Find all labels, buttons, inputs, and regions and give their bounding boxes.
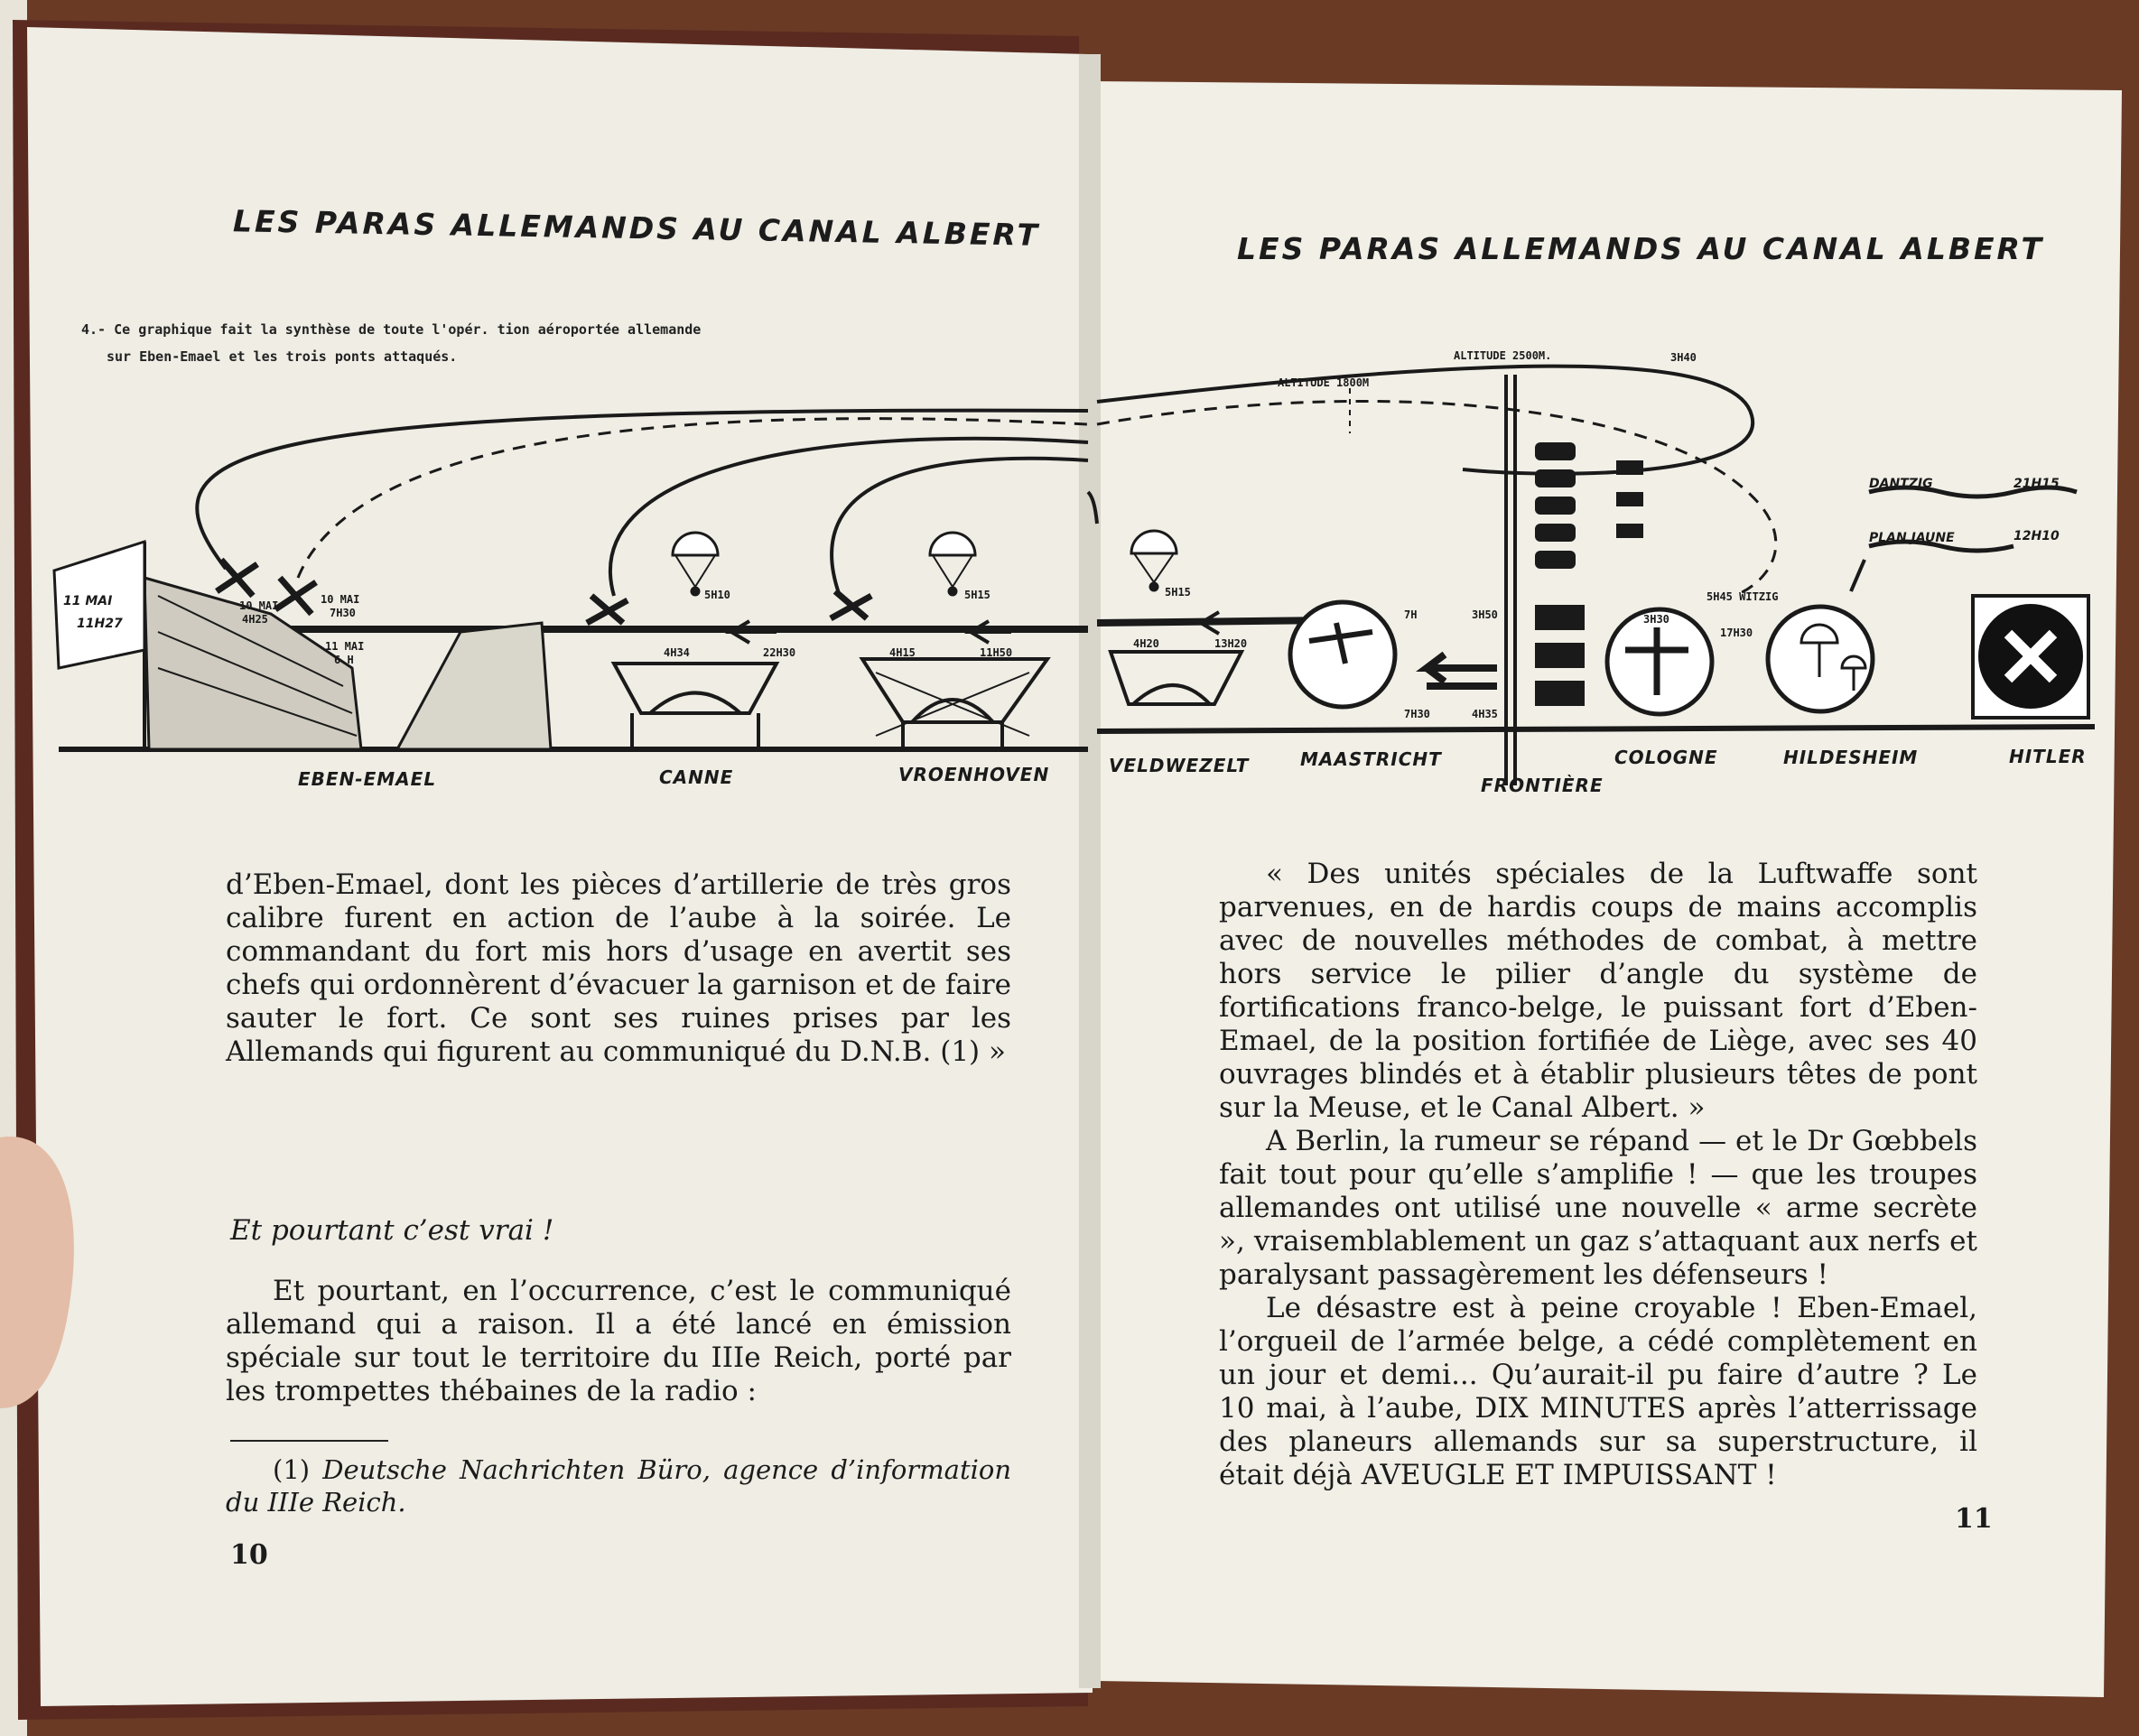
time-label: 22H30	[763, 646, 796, 659]
flag-line2: 11H27	[77, 617, 123, 631]
location-cologne: COLOGNE	[1614, 747, 1718, 768]
figure-caption-line1: 4.- Ce graphique fait la synthèse de toute l'opér. tion aéroportée allemande	[81, 321, 702, 338]
time-label: 3H30	[1643, 613, 1669, 626]
left-page-number: 10	[230, 1539, 268, 1571]
time-label: 5H10	[704, 589, 730, 601]
right-paragraph-1: « Des unités spéciales de la Luftwaffe sont parvenues, en de hardis coups de mains accomplis avec de nouvelles méthodes de combat, à mettre hors service le pilier d’angle du système de fortifications franco-belge, le puissant fort d’Eben-Emael, de la position fortifiée de Liège, avec ses 40 ouvrages blindés et à établir plusieurs têtes de pont sur la Meuse, et le Canal Albert. »	[1219, 858, 1977, 1124]
right-paragraph-3: Le désastre est à peine croyable ! Eben-Emael, l’orgueil de l’armée belge, a cédé complètement en un jour et demi... Qu’aurait-il pu faire d’autre ? Le 10 mai, à l’aube, DIX MINUTES après l’atterrissage des planeurs allemands sur sa superstructure, il était déjà AVEUGLE ET IMPUISSANT !	[1219, 1292, 1977, 1491]
footnote-marker: (1)	[273, 1454, 311, 1485]
dantzig-time: 21H15	[2013, 477, 2060, 491]
time-label: 4H15	[889, 646, 916, 659]
right-running-head: LES PARAS ALLEMANDS AU CANAL ALBERT	[1237, 231, 2044, 266]
footnote	[226, 1453, 1011, 1518]
flag-line1: 11 MAI	[63, 594, 113, 608]
dantzig-label: DANTZIG	[1869, 477, 1933, 491]
figure-caption-line2: sur Eben-Emael et les trois ponts attaqués.	[107, 348, 458, 365]
trucks	[1535, 605, 1585, 706]
time-label: 10 MAI	[239, 599, 279, 612]
location-eben-emael: EBEN-EMAEL	[298, 768, 437, 790]
location-frontiere: FRONTIÈRE	[1481, 775, 1604, 796]
time-label: 7H	[1404, 608, 1418, 621]
footnote-text: Deutsche Nachrichten Büro, agence d’information du IIIe Reich.	[226, 1454, 1012, 1518]
left-paragraph-1	[226, 868, 1011, 1069]
time-label: 5H15	[1165, 586, 1191, 599]
location-hitler: HITLER	[2009, 746, 2087, 767]
left-running-head: LES PARAS ALLEMANDS AU CANAL ALBERT	[232, 203, 1041, 253]
time-label: 6 H	[334, 654, 354, 666]
altitude-1: ALTITUDE 1800M	[1278, 376, 1370, 389]
time-label: 4H34	[664, 646, 690, 659]
right-text-block	[1219, 858, 1977, 1492]
planjaune-time: 12H10	[2013, 529, 2060, 543]
time-label: 11H50	[980, 646, 1013, 659]
time-label: 7H30	[330, 607, 356, 619]
location-vroenhoven: VROENHOVEN	[898, 764, 1050, 785]
time-label: 3H50	[1472, 608, 1498, 621]
altitude-2: ALTITUDE 2500M.	[1454, 349, 1552, 362]
location-canne: CANNE	[659, 766, 734, 788]
time-label: 10 MAI	[321, 593, 360, 606]
planjaune-label: PLAN JAUNE	[1869, 531, 1955, 545]
right-paragraph-2: A Berlin, la rumeur se répand — et le Dr Gœbbels fait tout pour qu’elle s’amplifie ! — que les troupes allemandes ont utilisé une nouvelle « arme secrète », vraisemblablement un gaz s’attaquant aux nerfs et paralysant passagèrement les défenseurs !	[1219, 1125, 1977, 1291]
location-hildesheim: HILDESHEIM	[1783, 747, 1919, 768]
location-maastricht: MAASTRICHT	[1300, 748, 1442, 770]
gutter	[1079, 54, 1101, 1688]
footnote-rule	[230, 1440, 388, 1442]
time-label: 4H20	[1133, 637, 1159, 650]
time-label: 7H30	[1404, 708, 1430, 720]
left-paragraph-2-text: Et pourtant, en l’occurrence, c’est le communiqué allemand qui a raison. Il a été lancé en émission spéciale sur tout le territoire du IIIe Reich, porté par les trompettes thébaines de la radio :	[226, 1275, 1011, 1407]
time-label: 5H45 WITZIG	[1707, 590, 1779, 603]
location-veldwezelt: VELDWEZELT	[1109, 755, 1250, 776]
time-label: 4H35	[1472, 708, 1498, 720]
time-label: 13H20	[1214, 637, 1248, 650]
left-subheading: Et pourtant c’est vrai !	[230, 1214, 554, 1247]
time-label: 5H15	[964, 589, 990, 601]
time-label: 17H30	[1720, 627, 1753, 639]
right-page-number: 11	[1955, 1503, 1993, 1535]
time-label: 11 MAI	[325, 640, 365, 653]
left-paragraph-2	[226, 1275, 1011, 1408]
time-label: 4H25	[242, 613, 268, 626]
time-label: 3H40	[1670, 351, 1697, 364]
left-paragraph-1-text: d’Eben-Emael, dont les pièces d’artillerie de très gros calibre furent en action de l’aube à la soirée. Le commandant du fort mis hors d’usage en avertit ses chefs qui ordonnèrent d’évacuer la garnison et de faire sauter le fort. Ce sont ses ruines prises par les Allemands qui figurent au communiqué du D.N.B. (1) »	[226, 868, 1011, 1068]
